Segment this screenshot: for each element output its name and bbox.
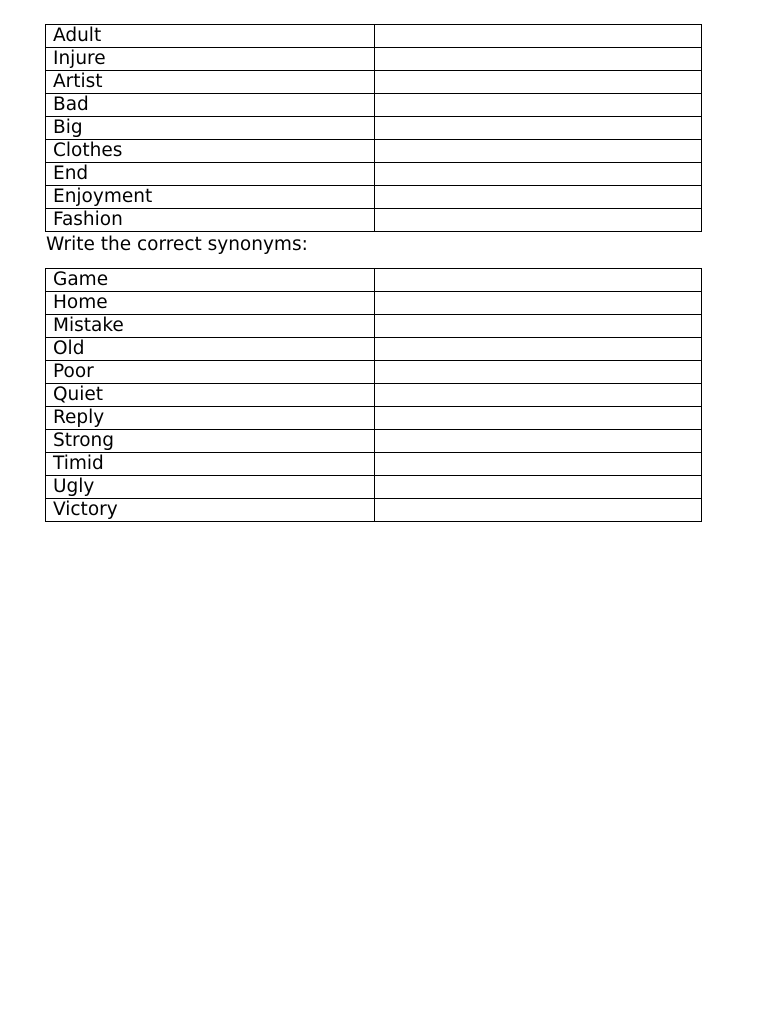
table-row [46,209,702,232]
word-cell: Timid [46,453,375,476]
antonyms-table [45,24,702,232]
answer-cell[interactable] [375,407,702,430]
answer-cell[interactable] [375,269,702,292]
word-cell: Artist [46,71,375,94]
table-row [46,269,702,292]
word-cell: Big [46,117,375,140]
word-cell: Bad [46,94,375,117]
table-row [46,453,702,476]
instruction-text: Write the correct synonyms: [46,234,308,255]
answer-cell[interactable] [375,186,702,209]
word-cell: Quiet [46,384,375,407]
word-cell: Fashion [46,209,375,232]
table-row [46,48,702,71]
word-cell: Reply [46,407,375,430]
word-cell: Mistake [46,315,375,338]
table-row [46,292,702,315]
table-row [46,186,702,209]
table-row [46,361,702,384]
table-row [46,384,702,407]
answer-cell[interactable] [375,361,702,384]
answer-cell[interactable] [375,209,702,232]
word-cell: Clothes [46,140,375,163]
answer-cell[interactable] [375,453,702,476]
answer-cell[interactable] [375,499,702,522]
word-cell: Victory [46,499,375,522]
table-row [46,163,702,186]
table-row [46,140,702,163]
answer-cell[interactable] [375,384,702,407]
synonyms-table [45,268,702,522]
answer-cell[interactable] [375,430,702,453]
word-cell: End [46,163,375,186]
table-row [46,430,702,453]
answer-cell[interactable] [375,94,702,117]
table-row [46,407,702,430]
table-body [46,269,702,522]
answer-cell[interactable] [375,117,702,140]
answer-cell[interactable] [375,338,702,361]
table-body [46,25,702,232]
answer-cell[interactable] [375,140,702,163]
word-cell: Game [46,269,375,292]
table-row [46,117,702,140]
table-row [46,499,702,522]
answer-cell[interactable] [375,292,702,315]
table-row [46,71,702,94]
table-row [46,338,702,361]
word-cell: Injure [46,48,375,71]
answer-cell[interactable] [375,315,702,338]
answer-cell[interactable] [375,163,702,186]
word-cell: Enjoyment [46,186,375,209]
table-row [46,315,702,338]
table-row [46,476,702,499]
word-cell: Ugly [46,476,375,499]
table-row [46,94,702,117]
answer-cell[interactable] [375,476,702,499]
answer-cell[interactable] [375,25,702,48]
table-row [46,25,702,48]
answer-cell[interactable] [375,71,702,94]
word-cell: Adult [46,25,375,48]
word-cell: Poor [46,361,375,384]
answer-cell[interactable] [375,48,702,71]
word-cell: Strong [46,430,375,453]
word-cell: Home [46,292,375,315]
word-cell: Old [46,338,375,361]
